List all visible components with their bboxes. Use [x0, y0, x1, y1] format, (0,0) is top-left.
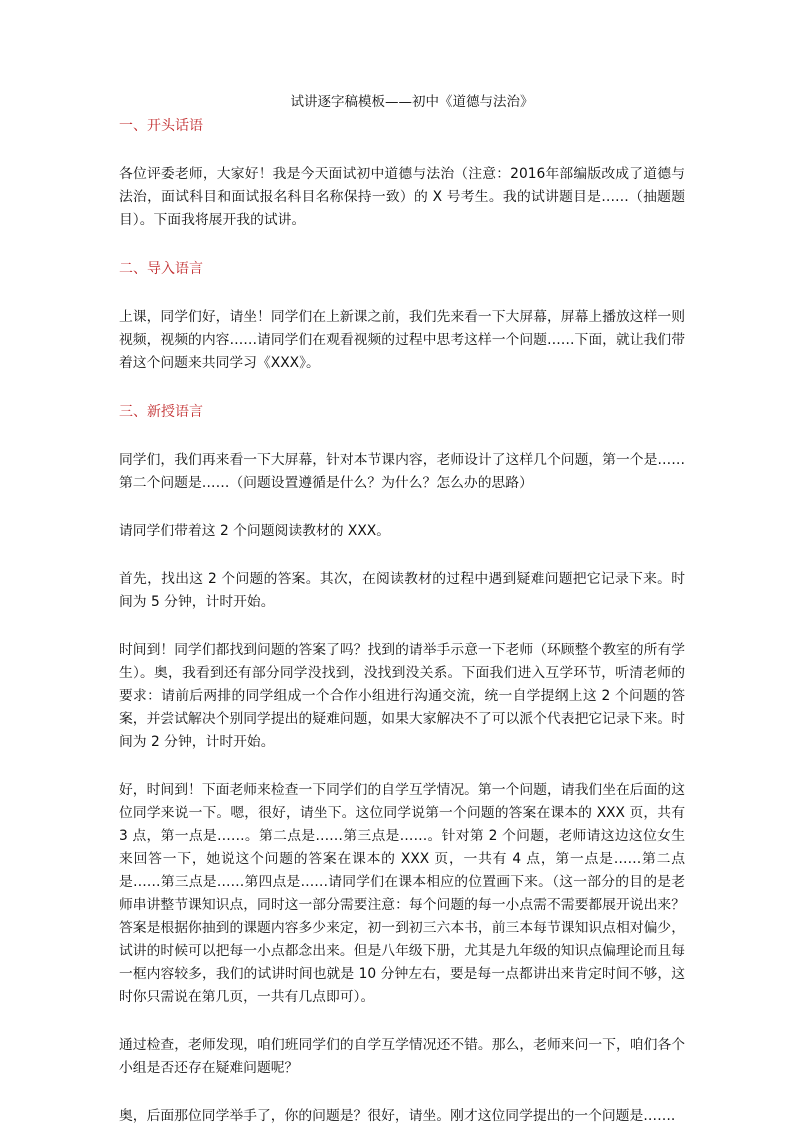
paragraph-opening: 各位评委老师，大家好！我是今天面试初中道德与法治（注意：2016年部编版改成了道德与法治，面试科目和面试报名科目名称保持一致）的 X 号考生。我的试讲题目是……（抽题题目）。下面我将展开我的试讲。	[119, 166, 685, 228]
document-page	[119, 92, 685, 1128]
section-heading-introduction: 二、导入语言	[119, 261, 203, 277]
paragraph-new-lesson-reading: 请同学们带着这 2 个问题阅读教材的 XXX。	[119, 523, 391, 539]
document-title: 试讲逐字稿模板——初中《道德与法治》	[290, 94, 534, 110]
section-heading-opening: 一、开头话语	[119, 118, 203, 134]
paragraph-introduction: 上课，同学们好，请坐！同学们在上新课之前，我们先来看一下大屏幕，屏幕上播放这样一则视频，视频的内容……请同学们在观看视频的过程中思考这样一个问题……下面，就让我们带着这个问题来共同学习《XXX》。	[119, 309, 685, 371]
paragraph-new-lesson-group-study: 时间到！同学们都找到问题的答案了吗？找到的请举手示意一下老师（环顾整个教室的所有学生）。奥，我看到还有部分同学没找到，没找到没关系。下面我们进入互学环节，听清老师的要求：请前后两排的同学组成一个合作小组进行沟通交流，统一自学提纲上这 2 个问题的答案，并尝试解决个别同学提出的疑难问题，如果大家解决不了可以派个代表把它记录下来。时间为 2 分钟，计时开始。	[119, 642, 685, 750]
paragraph-new-lesson-check: 好，时间到！下面老师来检查一下同学们的自学互学情况。第一个问题，请我们坐在后面的这位同学来说一下。嗯，很好，请坐下。这位同学说第一个问题的答案在课本的 XXX 页，共有 3 点，第一点是……。第二点是……第三点是……。针对第 2 个问题，老师请这边这位女生来回答一下，她说这个问题的答案在课本的 XXX 页，一共有 4 点，第一点是……第二点是……第三点是……第四点是……请同学们在课本相应的位置画下来。（这一部分的目的是老师串讲整节课知识点，同时这一部分需要注意：每个问题的每一小点需不需要都展开说出来？答案是根据你抽到的课题内容多少来定，初一到初三六本书，前三本每节课知识点相对偏少，试讲的时候可以把每一小点都念出来。但是八年级下册，尤其是九年级的知识点偏理论而且每一框内容较多，我们的试讲时间也就是 10 分钟左右，要是每一点都讲出来肯定时间不够，这时你只需说在第几页，一共有几点即可）。	[119, 782, 685, 1005]
paragraph-new-lesson-questions: 同学们，我们再来看一下大屏幕，针对本节课内容，老师设计了这样几个问题，第一个是……第二个问题是……（问题设置遵循是什么？为什么？怎么办的思路）	[119, 452, 685, 491]
paragraph-new-lesson-questions-remaining: 通过检查，老师发现，咱们班同学们的自学互学情况还不错。那么，老师来问一下，咱们各个小组是否还存在疑难问题呢？	[119, 1037, 685, 1076]
section-heading-new-lesson: 三、新授语言	[119, 404, 203, 420]
paragraph-new-lesson-self-study: 首先，找出这 2 个问题的答案。其次，在阅读教材的过程中遇到疑难问题把它记录下来。时间为 5 分钟，计时开始。	[119, 571, 685, 610]
paragraph-new-lesson-student-question: 奥，后面那位同学举手了，你的问题是？很好，请坐。刚才这位同学提出的一个问题是…….	[119, 1108, 676, 1124]
